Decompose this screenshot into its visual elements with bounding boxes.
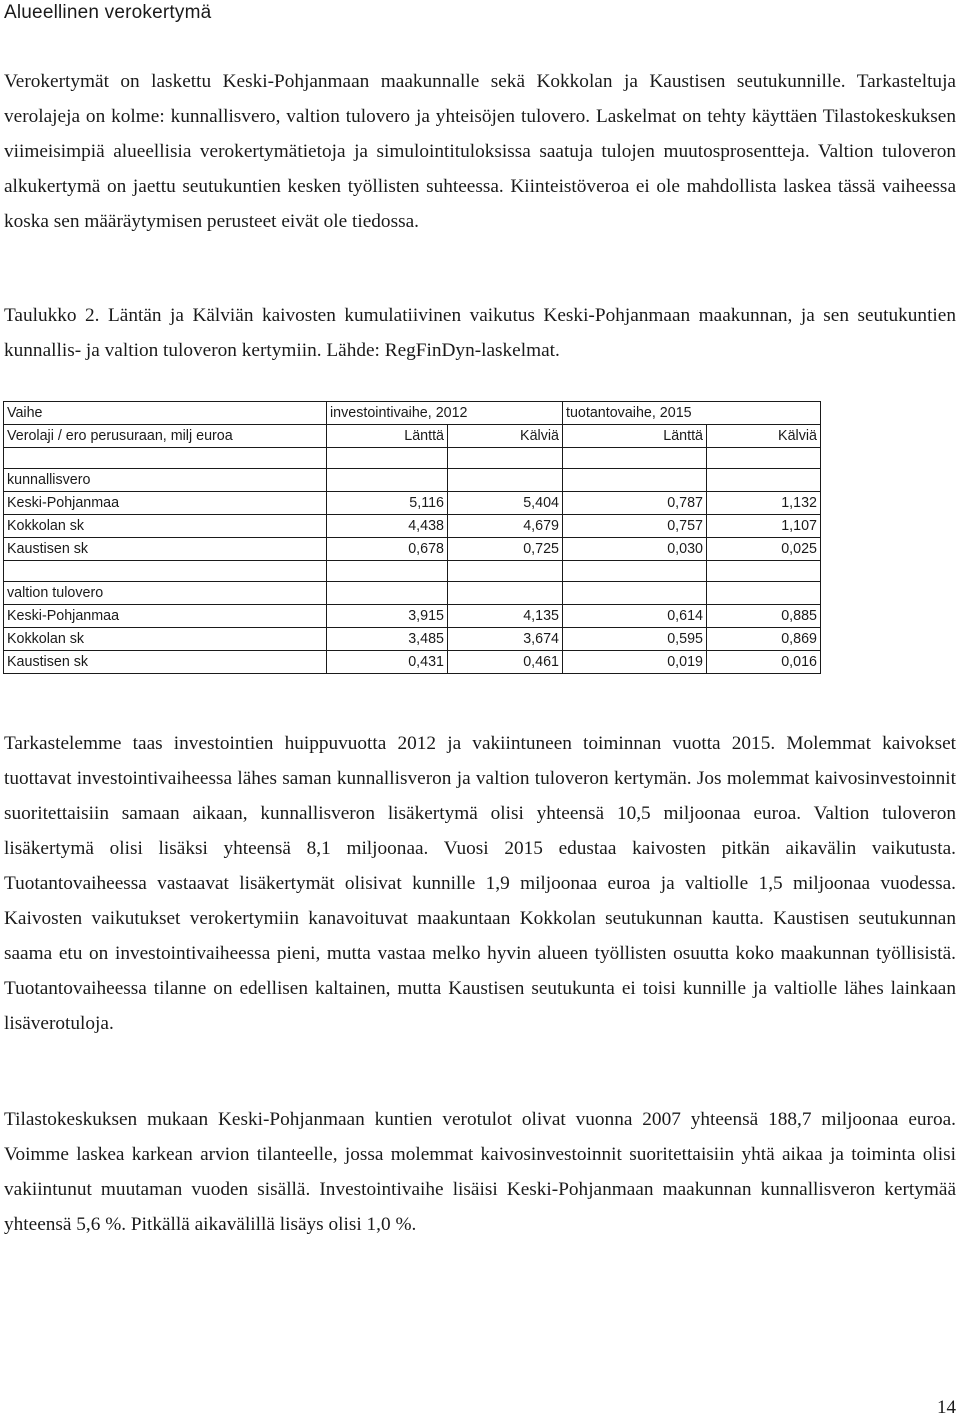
cell-value: 0,016 [707,651,821,674]
phase-label: Vaihe [4,402,327,425]
table-row [4,538,821,561]
cell-value: 3,915 [327,605,448,628]
spacer-row [4,448,821,469]
cell-value: 0,431 [327,651,448,674]
spacer-row [4,561,821,582]
table-subheader-row [4,425,821,448]
phase-investment: investointivaihe, 2012 [327,402,563,425]
cell-value: 5,404 [448,492,563,515]
section-row [4,582,821,605]
cell-value: 4,679 [448,515,563,538]
table-row [4,492,821,515]
cell-value: 0,595 [563,628,707,651]
cell-value: 3,485 [327,628,448,651]
cell-value: 0,025 [707,538,821,561]
tax-table [3,401,821,674]
row-label: Kokkolan sk [4,628,327,651]
cell-value: 3,674 [448,628,563,651]
cell-value: 0,869 [707,628,821,651]
cell-value: 4,135 [448,605,563,628]
cell-value: 0,030 [563,538,707,561]
row-label: Keski-Pohjanmaa [4,492,327,515]
intro-paragraph: Verokertymät on laskettu Keski-Pohjanmaan maakunnalle sekä Kokkolan ja Kaustisen seutukunnille. Tarkasteltuja verolajeja on kolme: kunnallisvero, valtion tulovero ja yhteisöjen tulovero. Laskelmat on tehty käyttäen Tilastokeskuksen viimeisimpiä alueellisia verokertymätietoja ja simulointituloksissa saatuja tulojen muutosprosentteja. Valtion tuloveron alkukertymä on jaettu seutukuntien kesken työllisten suhteessa. Kiinteistöveroa ei ole mahdollista laskea tässä vaiheessa koska sen määräytymisen perusteet eivät ole tiedossa. [4,71,956,232]
section-row [4,469,821,492]
table-row [4,651,821,674]
cell-value: 4,438 [327,515,448,538]
table-row [4,515,821,538]
cell-value: 1,107 [707,515,821,538]
col-lantta-2012: Länttä [327,425,448,448]
cell-value: 0,019 [563,651,707,674]
table-row [4,628,821,651]
analysis-paragraph: Tarkastelemme taas investointien huippuvuotta 2012 ja vakiintuneen toiminnan vuotta 2015. Molemmat kaivokset tuottavat investointivaiheessa lähes saman kunnallisveron ja valtion tuloveron kertymän. Jos molemmat kaivosinvestoinnit suoritettaisiin samaan aikaan, kunnallisveron lisäkertymä olisi yhteensä 10,5 miljoonaa euroa. Valtion tuloveron lisäkertymä olisi lisäksi yhteensä 8,1 miljoonaa. Vuosi 2015 edustaa kaivosten pitkän aikavälin vaikutusta. Tuotantovaiheessa vastaavat lisäkertymät olisivat kunnille 1,9 miljoonaa euroa ja valtiolle 1,5 miljoonaa vuodessa. Kaivosten vaikutukset verokertymiin kanavoituvat maakuntaan Kokkolan seutukunnan kautta. Kaustisen seutukunnan saama etu on investointivaiheessa pieni, mutta vastaa melko hyvin alueen työllisten osuutta koko maakunnan työllisistä. Tuotantovaiheessa tilanne on edellisen kaltainen, mutta Kaustisen seutukunta ei toisi kunnille ja valtiolle lähes lainkaan lisäverotuloja. [4,733,956,1034]
table-row [4,605,821,628]
section-label-kunnallisvero: kunnallisvero [4,469,327,492]
cell-value: 0,757 [563,515,707,538]
col-kalvia-2012: Kälviä [448,425,563,448]
phase-production: tuotantovaihe, 2015 [563,402,821,425]
row-label: Kokkolan sk [4,515,327,538]
row-label: Kaustisen sk [4,651,327,674]
cell-value: 0,787 [563,492,707,515]
table-caption: Taulukko 2. Läntän ja Kälviän kaivosten kumulatiivinen vaikutus Keski-Pohjanmaan maakunnan, ja sen seutukuntien kunnallis- ja valtion tuloveron kertymiin. Lähde: RegFinDyn-laskelmat. [4,305,956,361]
section-label-valtion-tulovero: valtion tulovero [4,582,327,605]
cell-value: 5,116 [327,492,448,515]
section-heading: Alueellinen verokertymä [4,2,212,23]
cell-value: 1,132 [707,492,821,515]
row-label: Keski-Pohjanmaa [4,605,327,628]
cell-value: 0,678 [327,538,448,561]
row-label: Kaustisen sk [4,538,327,561]
cell-value: 0,461 [448,651,563,674]
cell-value: 0,885 [707,605,821,628]
summary-paragraph: Tilastokeskuksen mukaan Keski-Pohjanmaan kuntien verotulot olivat vuonna 2007 yhteensä 188,7 miljoonaa euroa. Voimme laskea karkean arvion tilanteelle, jossa molemmat kaivosinvestoinnit suoritettaisiin yhtä aikaa ja toiminta olisi vakiintunut muutaman vuoden sisällä. Investointivaihe lisäisi Keski-Pohjanmaan maakunnan kunnallisveron kertymää yhteensä 5,6 %. Pitkällä aikavälillä lisäys olisi 1,0 %. [4,1109,956,1235]
col-kalvia-2015: Kälviä [707,425,821,448]
cell-value: 0,614 [563,605,707,628]
tax-label: Verolaji / ero perusuraan, milj euroa [4,425,327,448]
cell-value: 0,725 [448,538,563,561]
page-number: 14 [937,1397,956,1418]
table-header-row [4,402,821,425]
col-lantta-2015: Länttä [563,425,707,448]
